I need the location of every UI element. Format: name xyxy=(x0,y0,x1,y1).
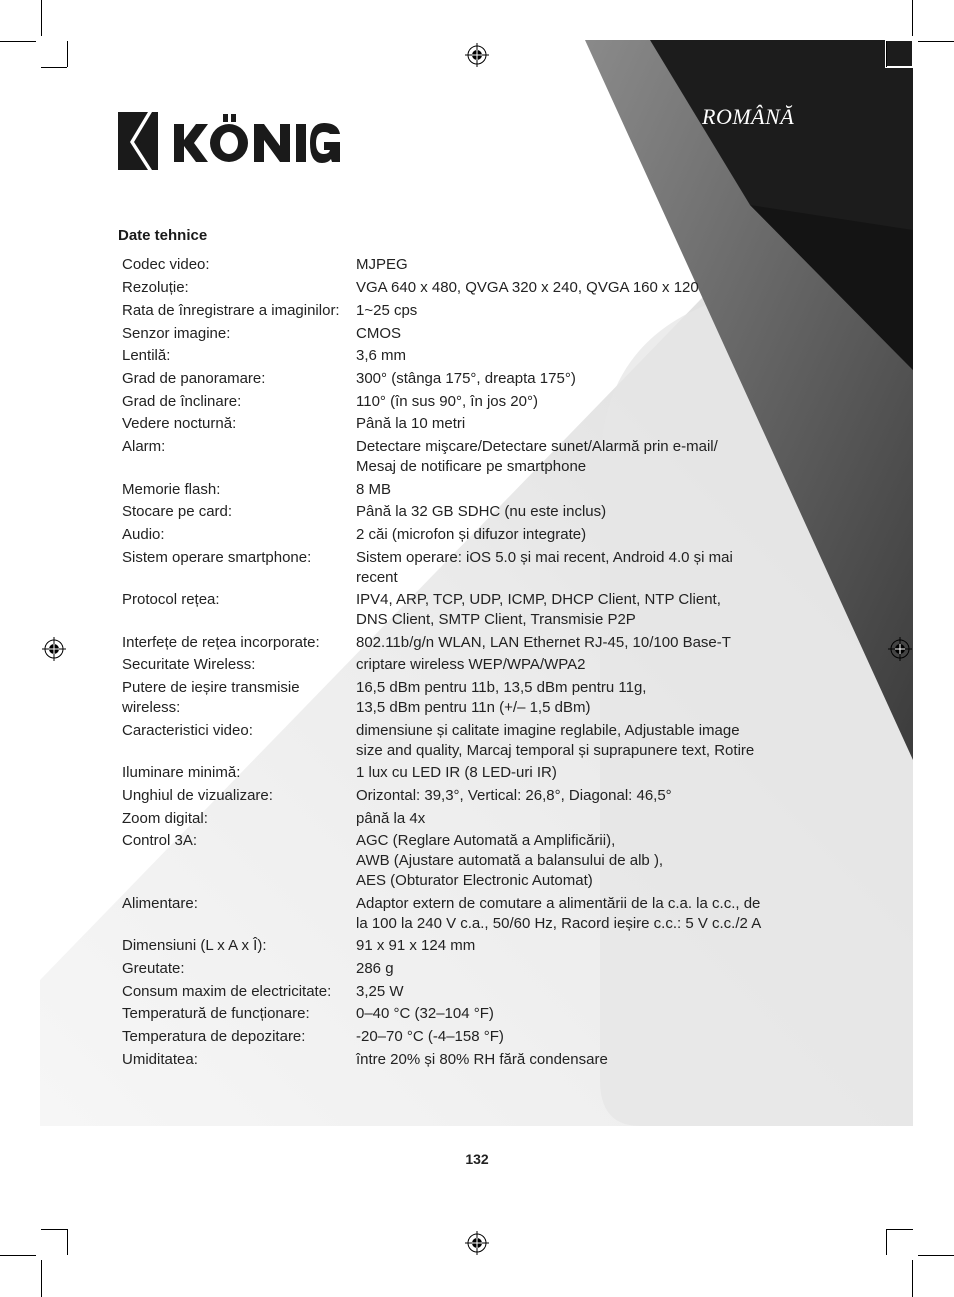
spec-value: Până la 32 GB SDHC (nu este inclus) xyxy=(356,503,607,520)
spec-value: dimensiune și calitate imagine reglabile, Adjustable image size and quality, Marcaj temporal și suprapunere text, Rotire xyxy=(356,722,755,759)
spec-label: Unghiul de vizualizare: xyxy=(122,787,273,804)
spec-value: 1~25 cps xyxy=(356,302,418,319)
spec-label: Iluminare minimă: xyxy=(122,764,241,781)
spec-value: MJPEG xyxy=(356,256,408,273)
spec-label: Temperatură de funcționare: xyxy=(122,1005,310,1022)
spec-value: 3,25 W xyxy=(356,983,404,1000)
spec-label: Sistem operare smartphone: xyxy=(122,549,312,566)
spec-label: Temperatura de depozitare: xyxy=(122,1028,306,1045)
spec-value: Până la 10 metri xyxy=(356,415,466,432)
spec-value: 16,5 dBm pentru 11b, 13,5 dBm pentru 11g, 13,5 dBm pentru 11n (+/– 1,5 dBm) xyxy=(356,679,647,716)
spec-value: 8 MB xyxy=(356,481,392,498)
spec-label: Rezoluție: xyxy=(122,279,189,296)
section-title: Date tehnice xyxy=(118,227,208,244)
spec-value: 0–40 °C (32–104 °F) xyxy=(356,1005,494,1022)
spec-value: IPV4, ARP, TCP, UDP, ICMP, DHCP Client, NTP Client, DNS Client, SMTP Client, Transmisie P2P xyxy=(356,591,721,628)
spec-value: Adaptor extern de comutare a alimentării de la c.a. la c.c., de la 100 la 240 V c.a., 50/60 Hz, Racord ieșire c.c.: 5 V c.c./2 A xyxy=(356,895,762,932)
spec-value: între 20% și 80% RH fără condensare xyxy=(356,1051,608,1068)
spec-value: 1 lux cu LED IR (8 LED-uri IR) xyxy=(356,764,557,781)
spec-value: până la 4x xyxy=(356,810,426,827)
spec-value: VGA 640 x 480, QVGA 320 x 240, QVGA 160 x 120 xyxy=(356,279,699,296)
spec-label: Rata de înregistrare a imaginilor: xyxy=(122,302,340,319)
spec-label: Vedere nocturnă: xyxy=(122,415,237,432)
spec-value: 3,6 mm xyxy=(356,347,407,364)
spec-label: Consum maxim de electricitate: xyxy=(122,983,332,1000)
spec-label: Audio: xyxy=(122,526,165,543)
spec-label: Control 3A: xyxy=(122,832,198,849)
spec-value: Detectare mişcare/Detectare sunet/Alarmă prin e-mail/ Mesaj de notificare pe smartphone xyxy=(356,438,718,475)
spec-value: Sistem operare: iOS 5.0 și mai recent, Android 4.0 și mai recent xyxy=(356,549,733,586)
spec-label: Memorie flash: xyxy=(122,481,221,498)
language-label: ROMÂNĂ xyxy=(702,104,795,129)
spec-value: 2 căi (microfon și difuzor integrate) xyxy=(356,526,587,543)
spec-label: Alimentare: xyxy=(122,895,198,912)
spec-value: CMOS xyxy=(356,325,401,342)
spec-label: Zoom digital: xyxy=(122,810,208,827)
spec-value: 91 x 91 x 124 mm xyxy=(356,937,476,954)
spec-value: AGC (Reglare Automată a Amplificării), AWB (Ajustare automată a balansului de alb ), AES (Obturator Electronic Automat) xyxy=(356,832,664,889)
spec-value: 110° (în sus 90°, în jos 20°) xyxy=(356,393,538,410)
spec-label: Lentilă: xyxy=(122,347,171,364)
spec-label: Grad de panoramare: xyxy=(122,370,266,387)
spec-label: Dimensiuni (L x A x Î): xyxy=(122,937,267,954)
spec-value: 300° (stânga 175°, dreapta 175°) xyxy=(356,370,576,387)
spec-label: Caracteristici video: xyxy=(122,722,253,739)
spec-label: Codec video: xyxy=(122,256,210,273)
spec-value: 802.11b/g/n WLAN, LAN Ethernet RJ-45, 10/100 Base-T xyxy=(356,634,731,651)
spec-label: Putere de ieșire transmisie wireless: xyxy=(122,679,300,716)
spec-label: Grad de înclinare: xyxy=(122,393,242,410)
spec-value: Orizontal: 39,3°, Vertical: 26,8°, Diagonal: 46,5° xyxy=(356,787,672,804)
spec-label: Stocare pe card: xyxy=(122,503,233,520)
spec-label: Protocol rețea: xyxy=(122,591,220,608)
spec-label: Greutate: xyxy=(122,960,185,977)
spec-value: criptare wireless WEP/WPA/WPA2 xyxy=(356,656,586,673)
spec-label: Senzor imagine: xyxy=(122,325,231,342)
page-number: 132 xyxy=(465,1151,489,1167)
spec-label: Umiditatea: xyxy=(122,1051,198,1068)
spec-label: Alarm: xyxy=(122,438,166,455)
spec-value: 286 g xyxy=(356,960,394,977)
spec-label: Securitate Wireless: xyxy=(122,656,256,673)
spec-value: -20–70 °C (-4–158 °F) xyxy=(356,1028,504,1045)
spec-label: Interfețe de rețea incorporate: xyxy=(122,634,320,651)
